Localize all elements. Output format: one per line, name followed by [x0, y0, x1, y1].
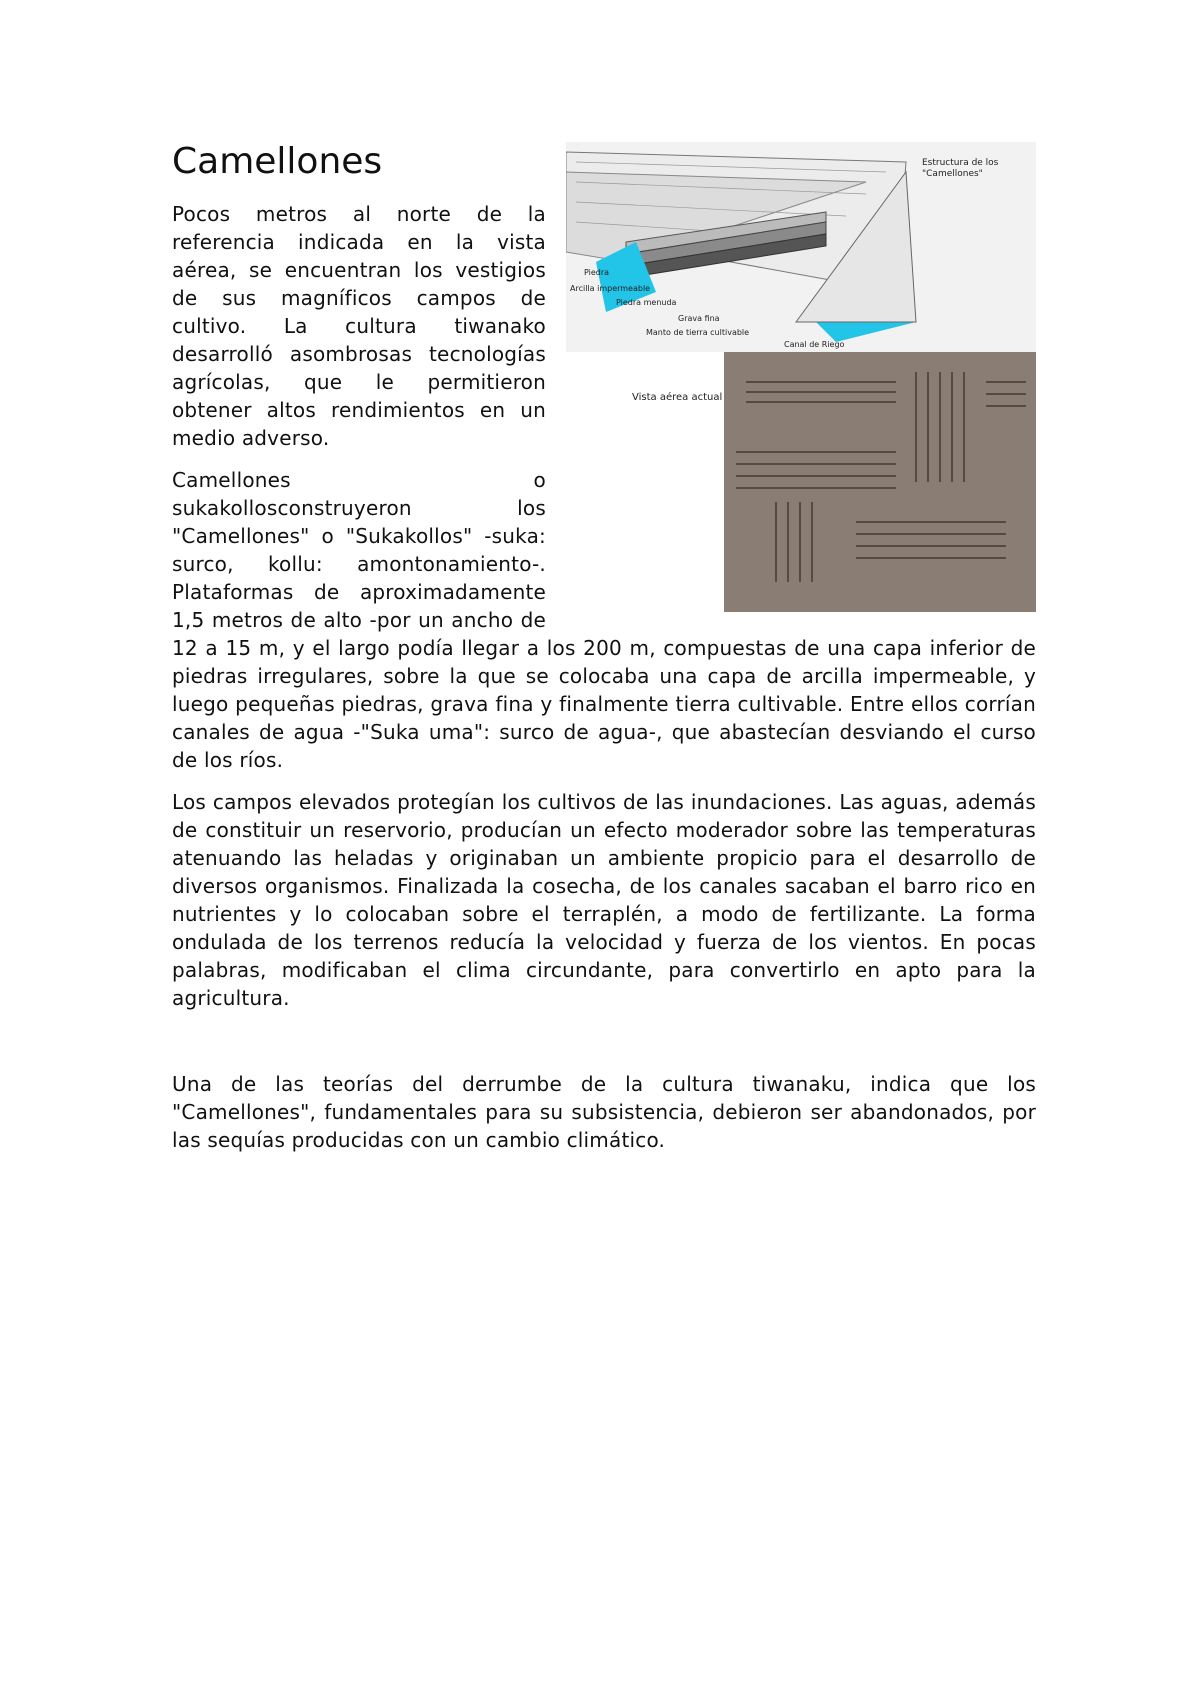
- paragraph-campos-elevados: Los campos elevados protegían los cultivos de las inundaciones. Las aguas, además de constituir un reservorio, producían un efecto moderador sobre las temperaturas atenuando las heladas y originaban un ambiente propicio para el desarrollo de diversos organismos. Finalizada la cosecha, de los canales sacaban el barro rico en nutrientes y lo colocaban sobre el terraplén, a modo de fertilizante. La forma ondulada de los terrenos reducía la velocidad y fuerza de los vientos. En pocas palabras, modificaban el clima circundante, para convertirlo en apto para la agricultura.: [172, 789, 1036, 1010]
- paragraph-camellones: Camellones o sukakollosconstruyeron los "Camellones" o "Sukakollos" -suka: surco, kollu: amontonamiento-. Plataformas de aproximadamente 1,5 metros de alto -por un ancho de 12 a 15 m, y el largo podía llegar a los 200 m, compuestas de una capa inferior de piedras irregulares, sobre la que se colocaba una capa de arcilla impermeable, y luego pequeñas piedras, grava fina y finalmente tierra cultivable. Entre ellos corrían canales de agua -"Suka uma": surco de agua-, que abastecían desviando el curso de los ríos.: [172, 467, 1036, 772]
- paragraph-intro: Pocos metros al norte de la referencia indicada en la vista aérea, se encuentran los vestigios de sus magníficos campos de cultivo. La cultura tiwanako desarrolló asombrosas tecnologías agrícolas, que le permitieron obtener altos rendimientos en un medio adverso.: [172, 201, 546, 450]
- layer-label-piedra-menuda: Piedra menuda: [616, 298, 677, 307]
- figure-structure-label: Estructura de los "Camellones": [922, 158, 999, 179]
- page-title: Camellones: [172, 141, 383, 182]
- figure-aerial-label: Vista aérea actual: [632, 392, 723, 403]
- layer-label-arcilla: Arcilla impermeable: [570, 284, 651, 293]
- camellones-illustration: [566, 142, 1036, 612]
- document-page: [172, 128, 1036, 1168]
- layer-label-grava-fina: Grava fina: [678, 314, 720, 323]
- camellones-figure: [566, 142, 1036, 612]
- layer-label-piedra: Piedra: [584, 268, 610, 277]
- layer-label-manto: Manto de tierra cultivable: [646, 328, 750, 337]
- layer-label-canal: Canal de Riego: [784, 340, 845, 349]
- paragraph-derrumbe: Una de las teorías del derrumbe de la cultura tiwanaku, indica que los "Camellones", fundamentales para su subsistencia, debieron ser abandonados, por las sequías producidas con un cambio climático.: [172, 1071, 1036, 1152]
